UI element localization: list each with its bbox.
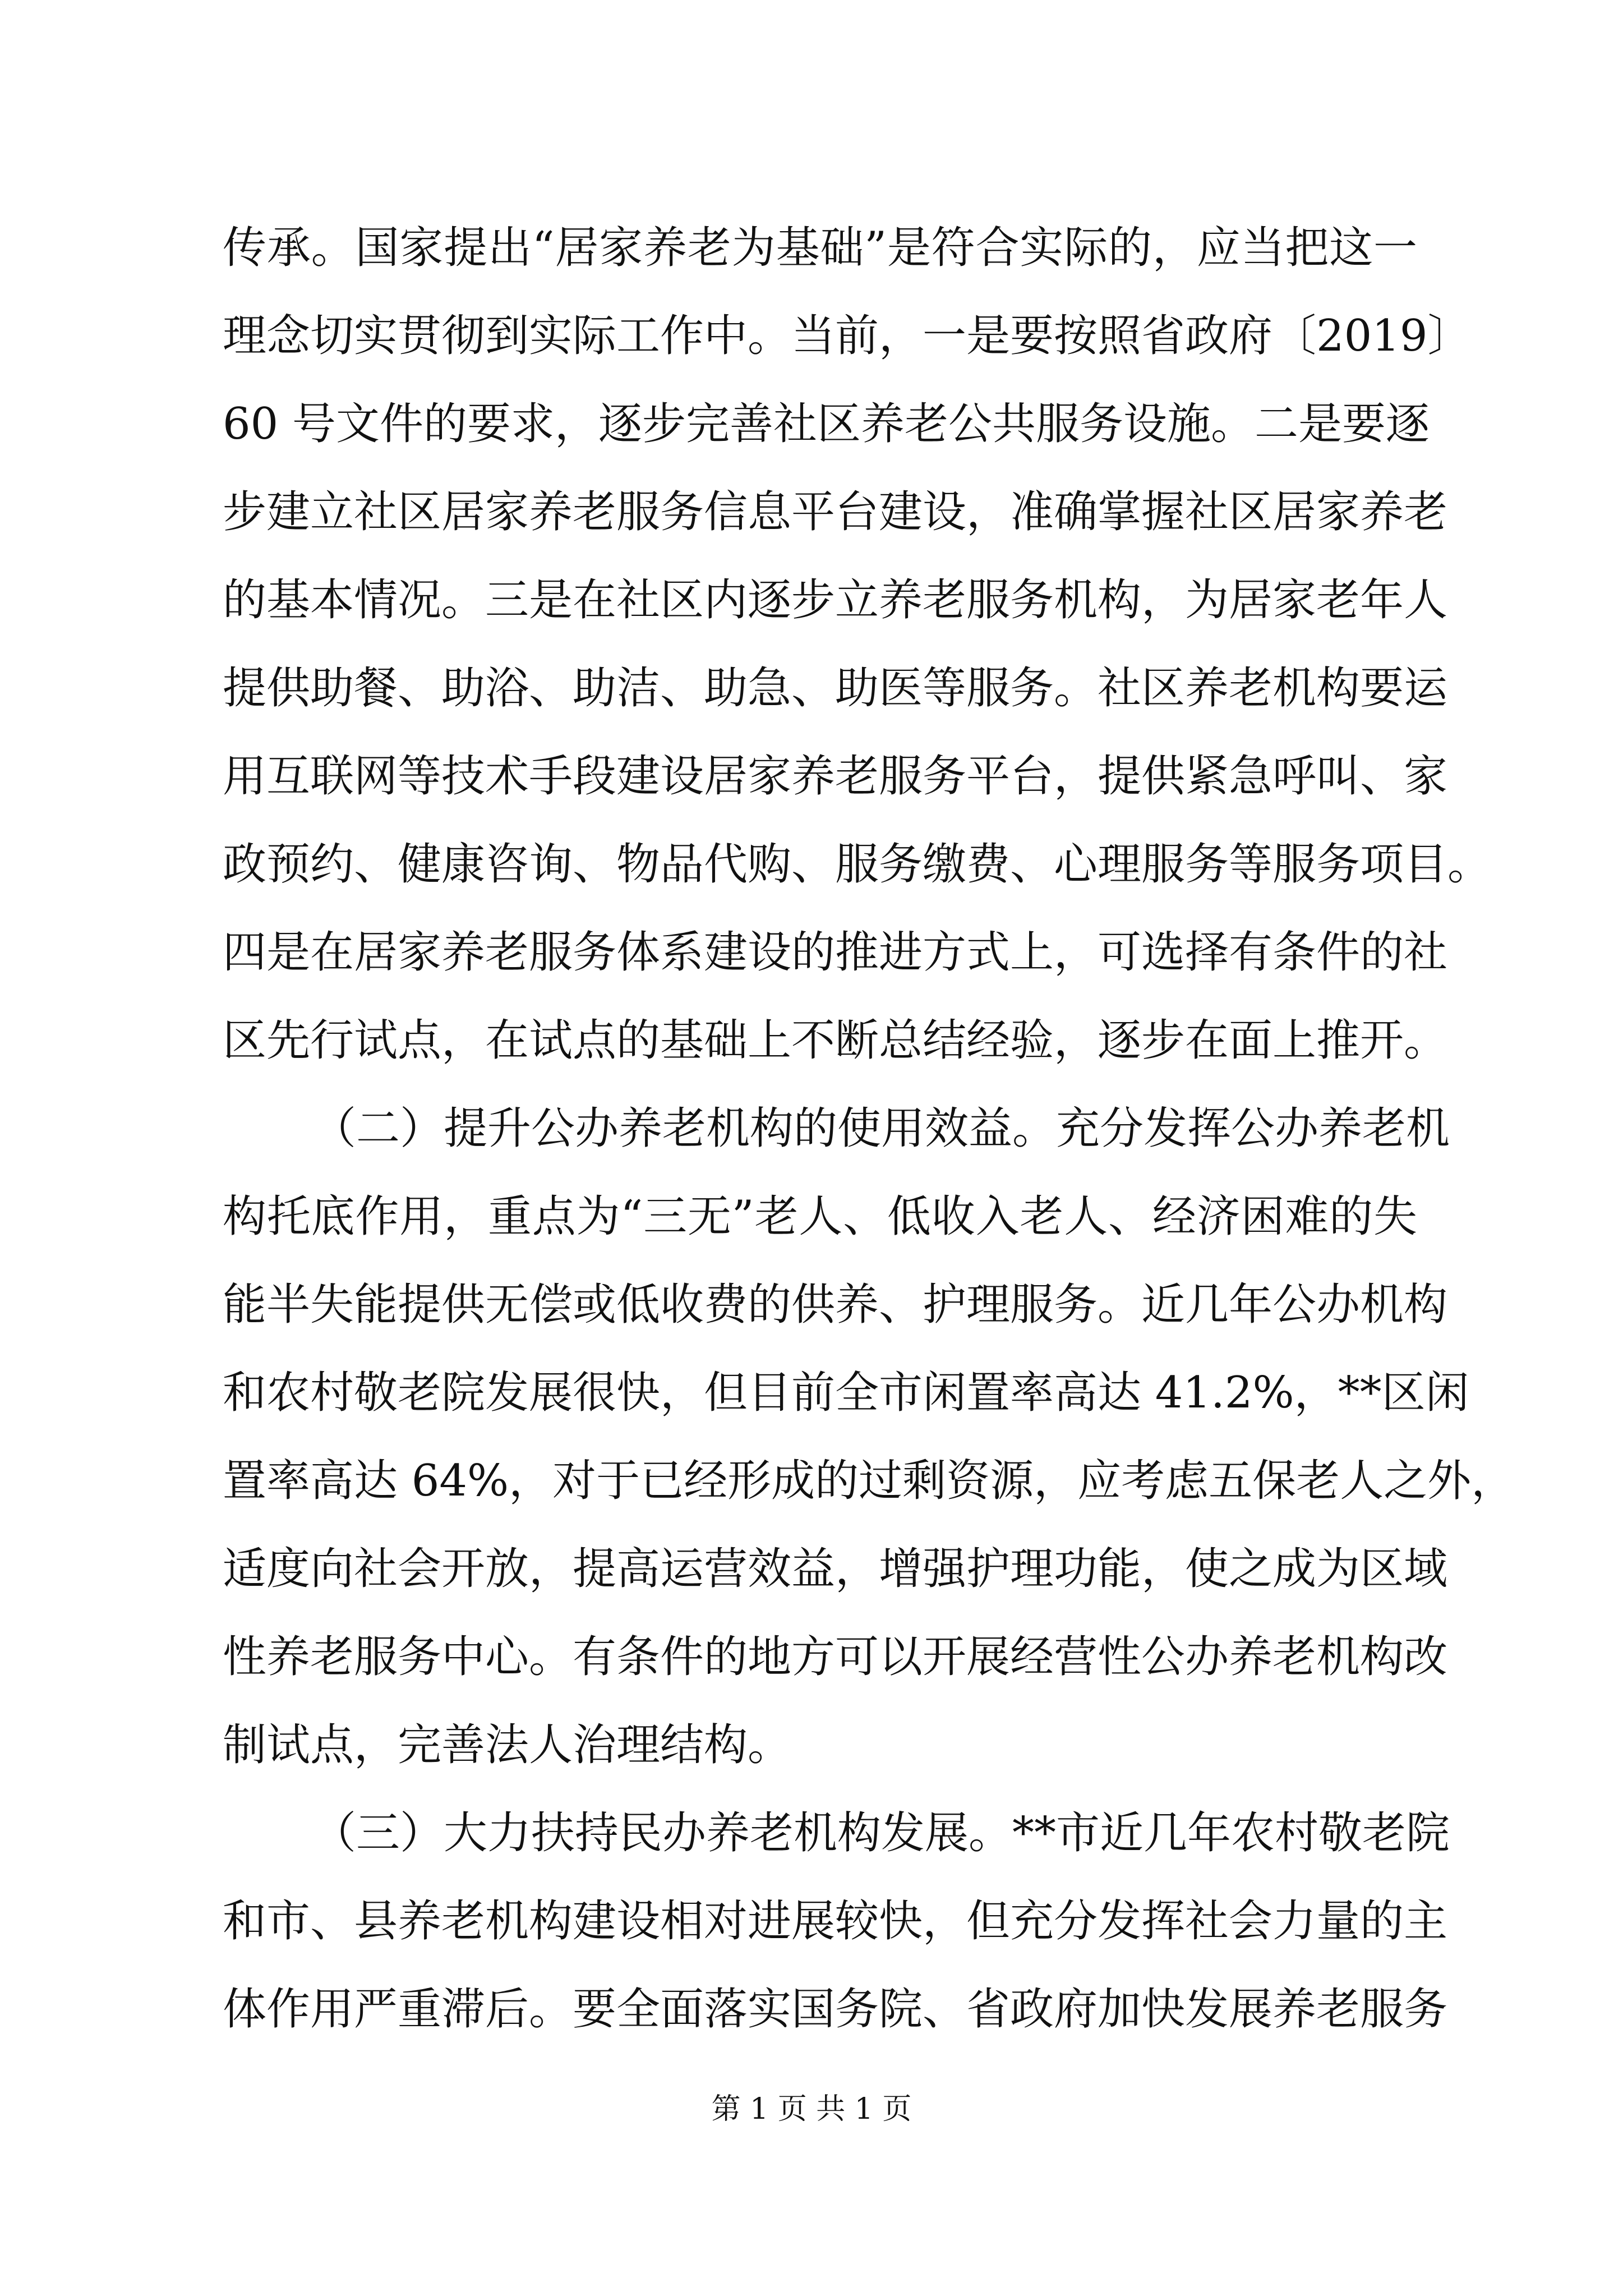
body-line: 理念切实贯彻到实际工作中。当前，一是要按照省政府〔2019〕 <box>223 311 1472 361</box>
body-line: 性养老服务中心。有条件的地方可以开展经营性公办养老机构改 <box>223 1632 1448 1682</box>
body-line: 制试点，完善法人治理结构。 <box>223 1720 792 1770</box>
body-line: 和农村敬老院发展很快，但目前全市闲置率高达 41.2%，**区闲 <box>223 1368 1469 1418</box>
body-line: 60 号文件的要求，逐步完善社区养老公共服务设施。二是要逐 <box>223 399 1430 449</box>
body-line: 步建立社区居家养老服务信息平台建设，准确掌握社区居家养老 <box>223 487 1448 537</box>
paragraph-heading-line: （三）大力扶持民办养老机构发展。**市近几年农村敬老院 <box>312 1808 1450 1858</box>
body-line: 政预约、健康咨询、物品代购、服务缴费、心理服务等服务项目。 <box>223 839 1492 890</box>
body-line: 适度向社会开放，提高运营效益，增强护理功能，使之成为区域 <box>223 1544 1448 1594</box>
body-line: 传承。国家提出“居家养老为基础”是符合实际的，应当把这一 <box>223 223 1417 273</box>
body-line: 提供助餐、助浴、助洁、助急、助医等服务。社区养老机构要运 <box>223 663 1448 714</box>
paragraph-heading-line: （二）提升公办养老机构的使用效益。充分发挥公办养老机 <box>312 1103 1450 1154</box>
body-line: 体作用严重滞后。要全面落实国务院、省政府加快发展养老服务 <box>223 1984 1448 2035</box>
body-line: 区先行试点，在试点的基础上不断总结经验，逐步在面上推开。 <box>223 1015 1448 1066</box>
body-line: 和市、县养老机构建设相对进展较快，但充分发挥社会力量的主 <box>223 1896 1448 1947</box>
page-number: 第 1 页 共 1 页 <box>711 2092 912 2126</box>
body-line: 的基本情况。三是在社区内逐步立养老服务机构，为居家老年人 <box>223 575 1448 625</box>
body-line: 构托底作用，重点为“三无”老人、低收入老人、经济困难的失 <box>223 1191 1417 1242</box>
body-line: 四是在居家养老服务体系建设的推进方式上，可选择有条件的社 <box>223 927 1448 978</box>
body-line: 用互联网等技术手段建设居家养老服务平台，提供紧急呼叫、家 <box>223 751 1448 802</box>
body-line: 置率高达 64%，对于已经形成的过剩资源，应考虑五保老人之外， <box>223 1456 1515 1506</box>
body-line: 能半失能提供无偿或低收费的供养、护理服务。近几年公办机构 <box>223 1280 1448 1330</box>
